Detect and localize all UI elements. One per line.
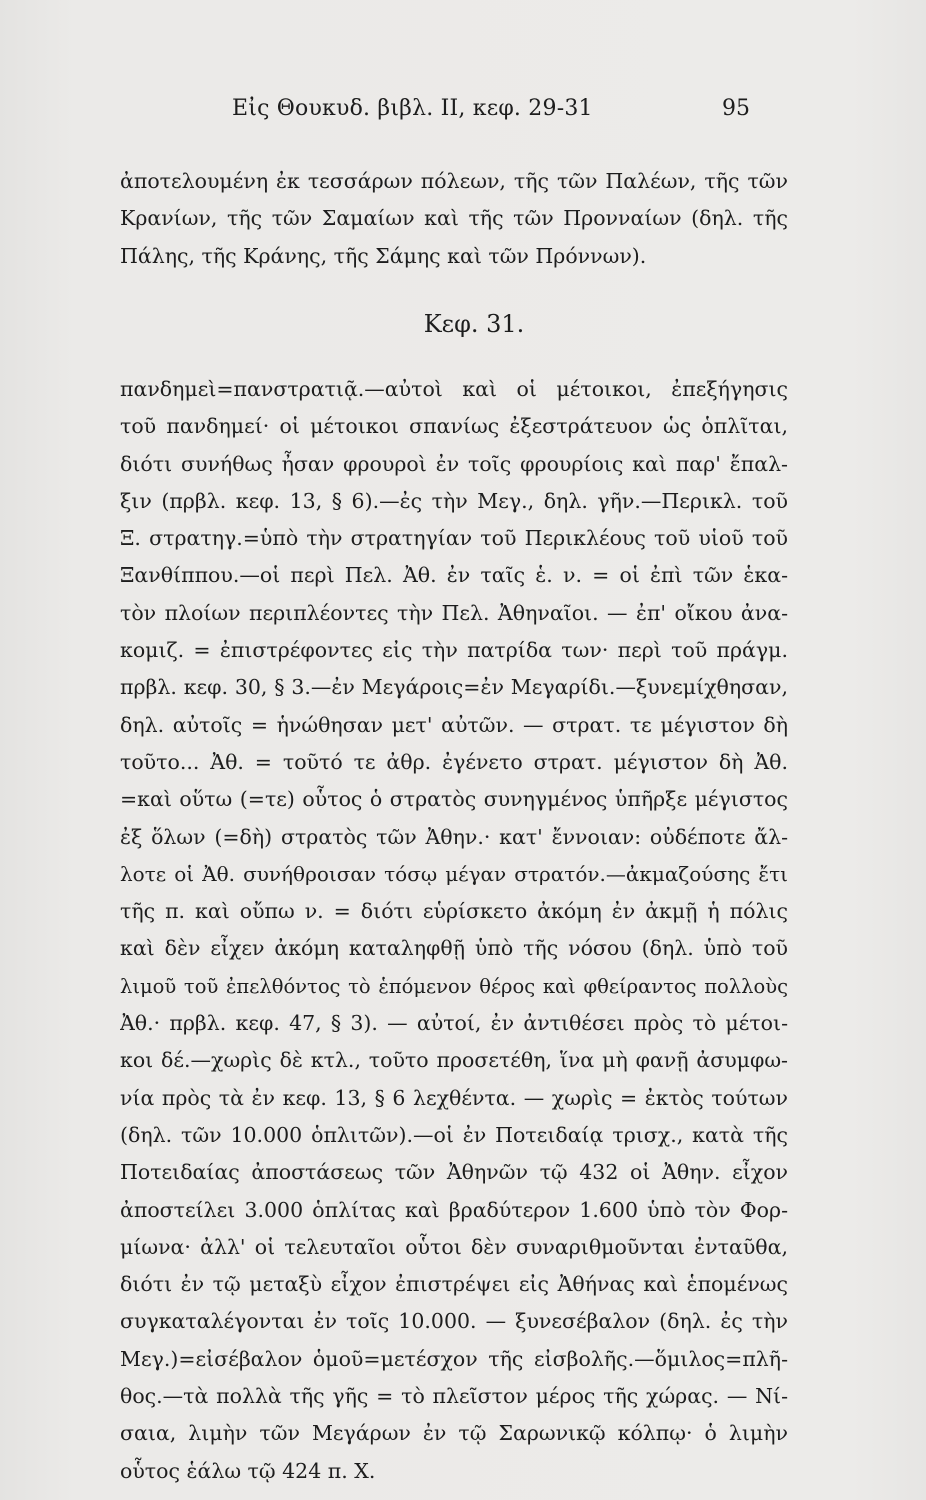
text-line: λιμοῦ τοῦ ἐπελθόντος τὸ ἑπόμενον θέρος καὶ φθείραντος πολλοὺς — [120, 974, 788, 998]
text-line: νία πρὸς τὰ ἐν κεφ. 13, § 6 λεχθέντα. — χωρὶς = ἐκτὸς τούτων — [120, 1085, 788, 1110]
chapter-heading: Κεφ. 31. — [423, 310, 525, 338]
text-line: ἀποτελουμένη ἐκ τεσσάρων πόλεων, τῆς τῶν Παλέων, τῆς τῶν — [120, 169, 788, 193]
text-line: πανδημεὶ=πανστρατιᾷ.—αὐτοὶ καὶ οἱ μέτοικοι, ἐπεξήγησις — [120, 377, 788, 401]
text-line: μίωνα· ἀλλ' οἱ τελευταῖοι οὗτοι δὲν συναριθμοῦνται ἐνταῦθα, — [120, 1234, 788, 1259]
text-line: ἐξ ὅλων (=δὴ) στρατὸς τῶν Ἀθην.· κατ' ἔννοιαν: οὐδέποτε ἄλ- — [120, 824, 788, 849]
text-line: τοῦ πανδημεί· οἱ μέτοικοι σπανίως ἐξεστράτευον ὡς ὁπλῖται, — [120, 414, 788, 439]
running-head — [0, 96, 926, 126]
text-line: σαια, λιμὴν τῶν Μεγάρων ἐν τῷ Σαρωνικῷ κόλπῳ· ὁ λιμὴν — [120, 1421, 788, 1446]
text-line: Πάλης, τῆς Κράνης, τῆς Σάμης καὶ τῶν Πρόννων). — [120, 243, 647, 268]
text-line: Ξανθίππου.—οἱ περὶ Πελ. Ἀθ. ἐν ταῖς ἑ. ν. = οἱ ἐπὶ τῶν ἑκα- — [120, 563, 788, 588]
text-line: Ποτειδαίας ἀποστάσεως τῶν Ἀθηνῶν τῷ 432 οἱ Ἀθην. εἶχον — [120, 1160, 788, 1185]
text-line: =καὶ οὕτω (=τε) οὗτος ὁ στρατὸς συνηγμένος ὑπῆρξε μέγιστος — [120, 787, 788, 812]
page-number: 95 — [722, 96, 750, 121]
text-line: θος.—τὰ πολλὰ τῆς γῆς = τὸ πλεῖστον μέρος τῆς χώρας. — Νί- — [120, 1384, 788, 1409]
text-line: συγκαταλέγονται ἐν τοῖς 10.000. — ξυνεσέβαλον (δηλ. ἐς τὴν — [120, 1309, 788, 1334]
text-line: καὶ δὲν εἶχεν ἀκόμη καταληφθῇ ὑπὸ τῆς νόσου (δηλ. ὑπὸ τοῦ — [120, 936, 788, 961]
text-line: ἀποστείλει 3.000 ὁπλίτας καὶ βραδύτερον 1.600 ὑπὸ τὸν Φορ- — [120, 1197, 788, 1222]
text-line: λοτε οἱ Ἀθ. συνήθροισαν τόσῳ μέγαν στρατόν.—ἀκμαζούσης ἔτι — [120, 861, 788, 886]
text-line: Ξ. στρατηγ.=ὑπὸ τὴν στρατηγίαν τοῦ Περικλέους τοῦ υἱοῦ τοῦ — [120, 526, 788, 551]
text-line: Ἀθ.· πρβλ. κεφ. 47, § 3). — αὐτοί, ἐν ἀντιθέσει πρὸς τὸ μέτοι- — [120, 1011, 788, 1036]
text-line: δηλ. αὐτοῖς = ἡνώθησαν μετ' αὐτῶν. — στρατ. τε μέγιστον δὴ — [120, 712, 788, 737]
text-line: Κρανίων, τῆς τῶν Σαμαίων καὶ τῆς τῶν Προνναίων (δηλ. τῆς — [120, 206, 788, 231]
text-line: κομιζ. = ἐπιστρέφοντες εἰς τὴν πατρίδα των· περὶ τοῦ πράγμ. — [120, 638, 788, 663]
text-line: διότι συνήθως ἦσαν φρουροὶ ἐν τοῖς φρουρίοις καὶ παρ' ἔπαλ- — [120, 451, 788, 476]
text-line: οὗτος ἑάλω τῷ 424 π. Χ. — [120, 1458, 376, 1483]
text-line: πρβλ. κεφ. 30, § 3.—ἐν Μεγάροις=ἐν Μεγαρίδι.—ξυνεμίχθησαν, — [120, 675, 788, 700]
text-line: κοι δέ.—χωρὶς δὲ κτλ., τοῦτο προσετέθη, ἵνα μὴ φανῇ ἀσυμφω- — [120, 1048, 788, 1073]
text-line: τοῦτο... Ἀθ. = τοῦτό τε ἀθρ. ἐγένετο στρατ. μέγιστον δὴ Ἀθ. — [120, 749, 788, 774]
commentary-paragraph — [120, 371, 788, 1490]
running-title: Εἰς Θουκυδ. βιβλ. II, κεφ. 29-31 — [232, 96, 593, 121]
text-line: τῆς π. καὶ οὔπω ν. = διότι εὑρίσκετο ἀκόμη ἐν ἀκμῇ ἡ πόλις — [120, 899, 788, 924]
text-line: ξιν (πρβλ. κεφ. 13, § 6).—ἐς τὴν Μεγ., δηλ. γῆν.—Περικλ. τοῦ — [120, 488, 788, 513]
text-line: Μεγ.)=εἰσέβαλον ὁμοῦ=μετέσχον τῆς εἰσβολῆς.—ὅμιλος=πλῆ- — [120, 1346, 788, 1371]
text-line: τὸν πλοίων περιπλέοντες τὴν Πελ. Ἀθηναῖοι. — ἐπ' οἴκου ἀνα- — [120, 600, 788, 625]
intro-paragraph — [120, 163, 788, 275]
text-line: (δηλ. τῶν 10.000 ὁπλιτῶν).—οἱ ἐν Ποτειδαίᾳ τρισχ., κατὰ τῆς — [120, 1122, 788, 1147]
text-line: διότι ἐν τῷ μεταξὺ εἶχον ἐπιστρέψει εἰς Ἀθήνας καὶ ἑπομένως — [120, 1272, 788, 1297]
